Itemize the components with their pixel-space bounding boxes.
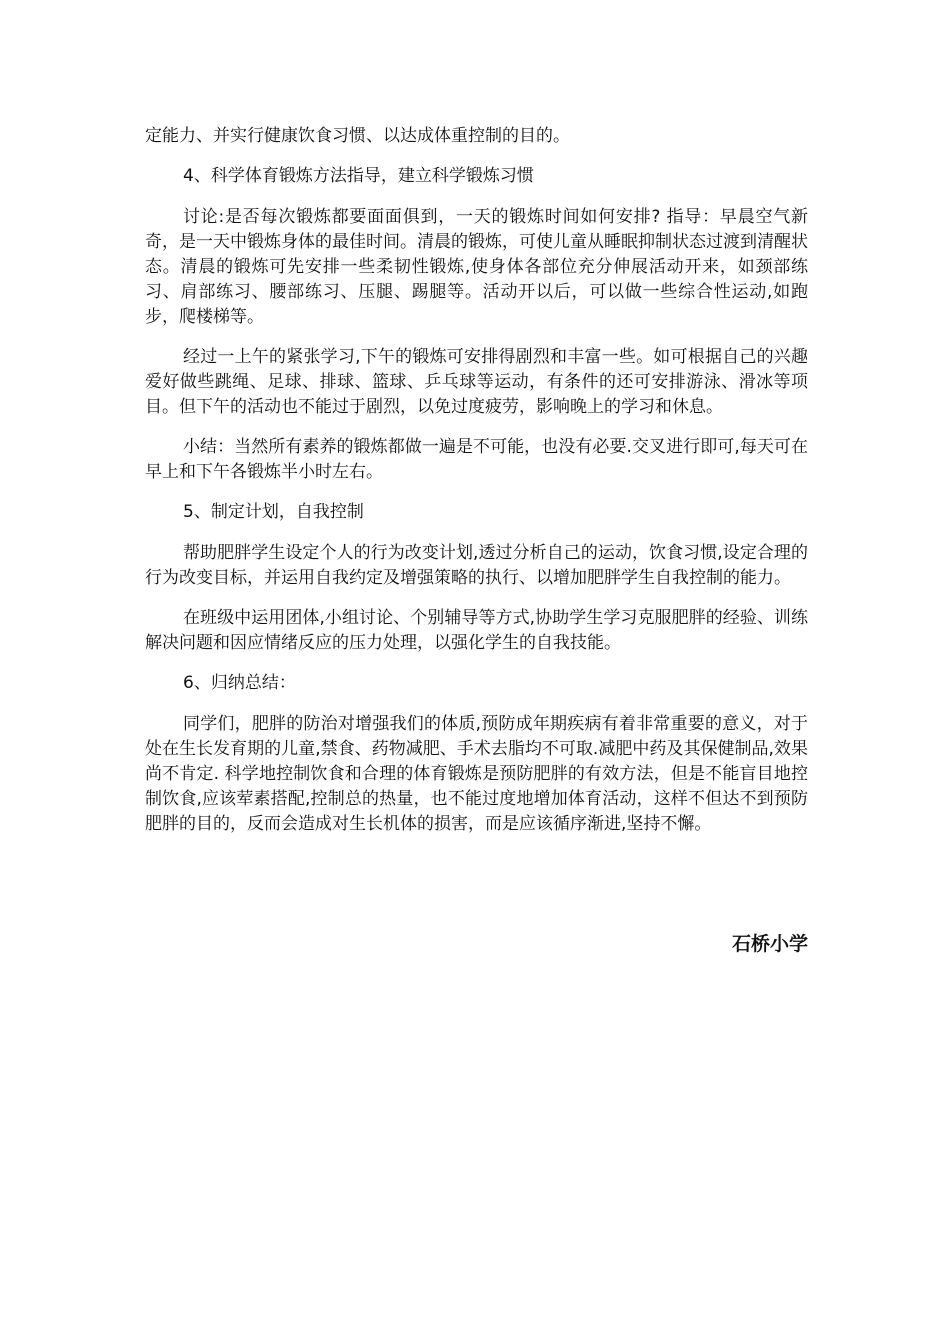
paragraph-continued: 定能力、并实行健康饮食习惯、以达成体重控制的目的。 bbox=[145, 126, 570, 146]
section-heading-5: 5、制定计划，自我控制 bbox=[183, 502, 364, 522]
paragraph-discussion: 讨论:是否每次锻炼都要面面俱到，一天的锻炼时间如何安排? 指导：早晨空气新奇，是一天中锻炼身体的最佳时间。清晨的锻炼，可使儿童从睡眠抑制状态过渡到清醒状态。清晨的锻炼可先安排一些柔韧性锻炼,使身体各部位充分伸展活动开来，如颈部练习、肩部练习、腰部练习、压腿、踢腿等。活动开以后，可以做一些综合性运动,如跑步，爬楼梯等。 bbox=[145, 207, 808, 327]
school-signature: 石桥小学 bbox=[731, 933, 808, 955]
paragraph-afternoon-exercise: 经过一上午的紧张学习,下午的锻炼可安排得剧烈和丰富一些。如可根据自己的兴趣爱好做些跳绳、足球、排球、篮球、乒乓球等运动，有条件的还可安排游泳、滑冰等项目。但下午的活动也不能过于剧烈，以免过度疲劳，影响晚上的学习和休息。 bbox=[145, 347, 808, 417]
section-heading-6: 6、归纳总结： bbox=[183, 673, 296, 693]
document-body bbox=[145, 124, 808, 852]
paragraph-group-guidance: 在班级中运用团体,小组讨论、个别辅导等方式,协助学生学习克服肥胖的经验、训练解决问题和因应情绪反应的压力处理，以强化学生的自我技能。 bbox=[145, 608, 808, 653]
paragraph-behavior-plan: 帮助肥胖学生设定个人的行为改变计划,透过分析自己的运动，饮食习惯,设定合理的行为改变目标，并运用自我约定及增强策略的执行、以增加肥胖学生自我控制的能力。 bbox=[145, 543, 808, 588]
section-heading-4: 4、科学体育锻炼方法指导，建立科学锻炼习惯 bbox=[183, 166, 534, 186]
paragraph-conclusion: 同学们，肥胖的防治对增强我们的体质,预防成年期疾病有着非常重要的意义，对于处在生长发育期的儿童,禁食、药物减肥、手术去脂均不可取.减肥中药及其保健制品,效果尚不肯定. 科学地控制饮食和合理的体育锻炼是预防肥胖的有效方法，但是不能盲目地控制饮食,应该荤素搭配,控制总的热量，也不能过度地增加体育活动，这样不但达不到预防肥胖的目的，反而会造成对生长机体的损害，而是应该循序渐进,坚持不懈。 bbox=[145, 714, 808, 834]
paragraph-summary: 小结：当然所有素养的锻炼都做一遍是不可能，也没有必要.交叉进行即可,每天可在早上和下午各锻炼半小时左右。 bbox=[145, 437, 808, 482]
